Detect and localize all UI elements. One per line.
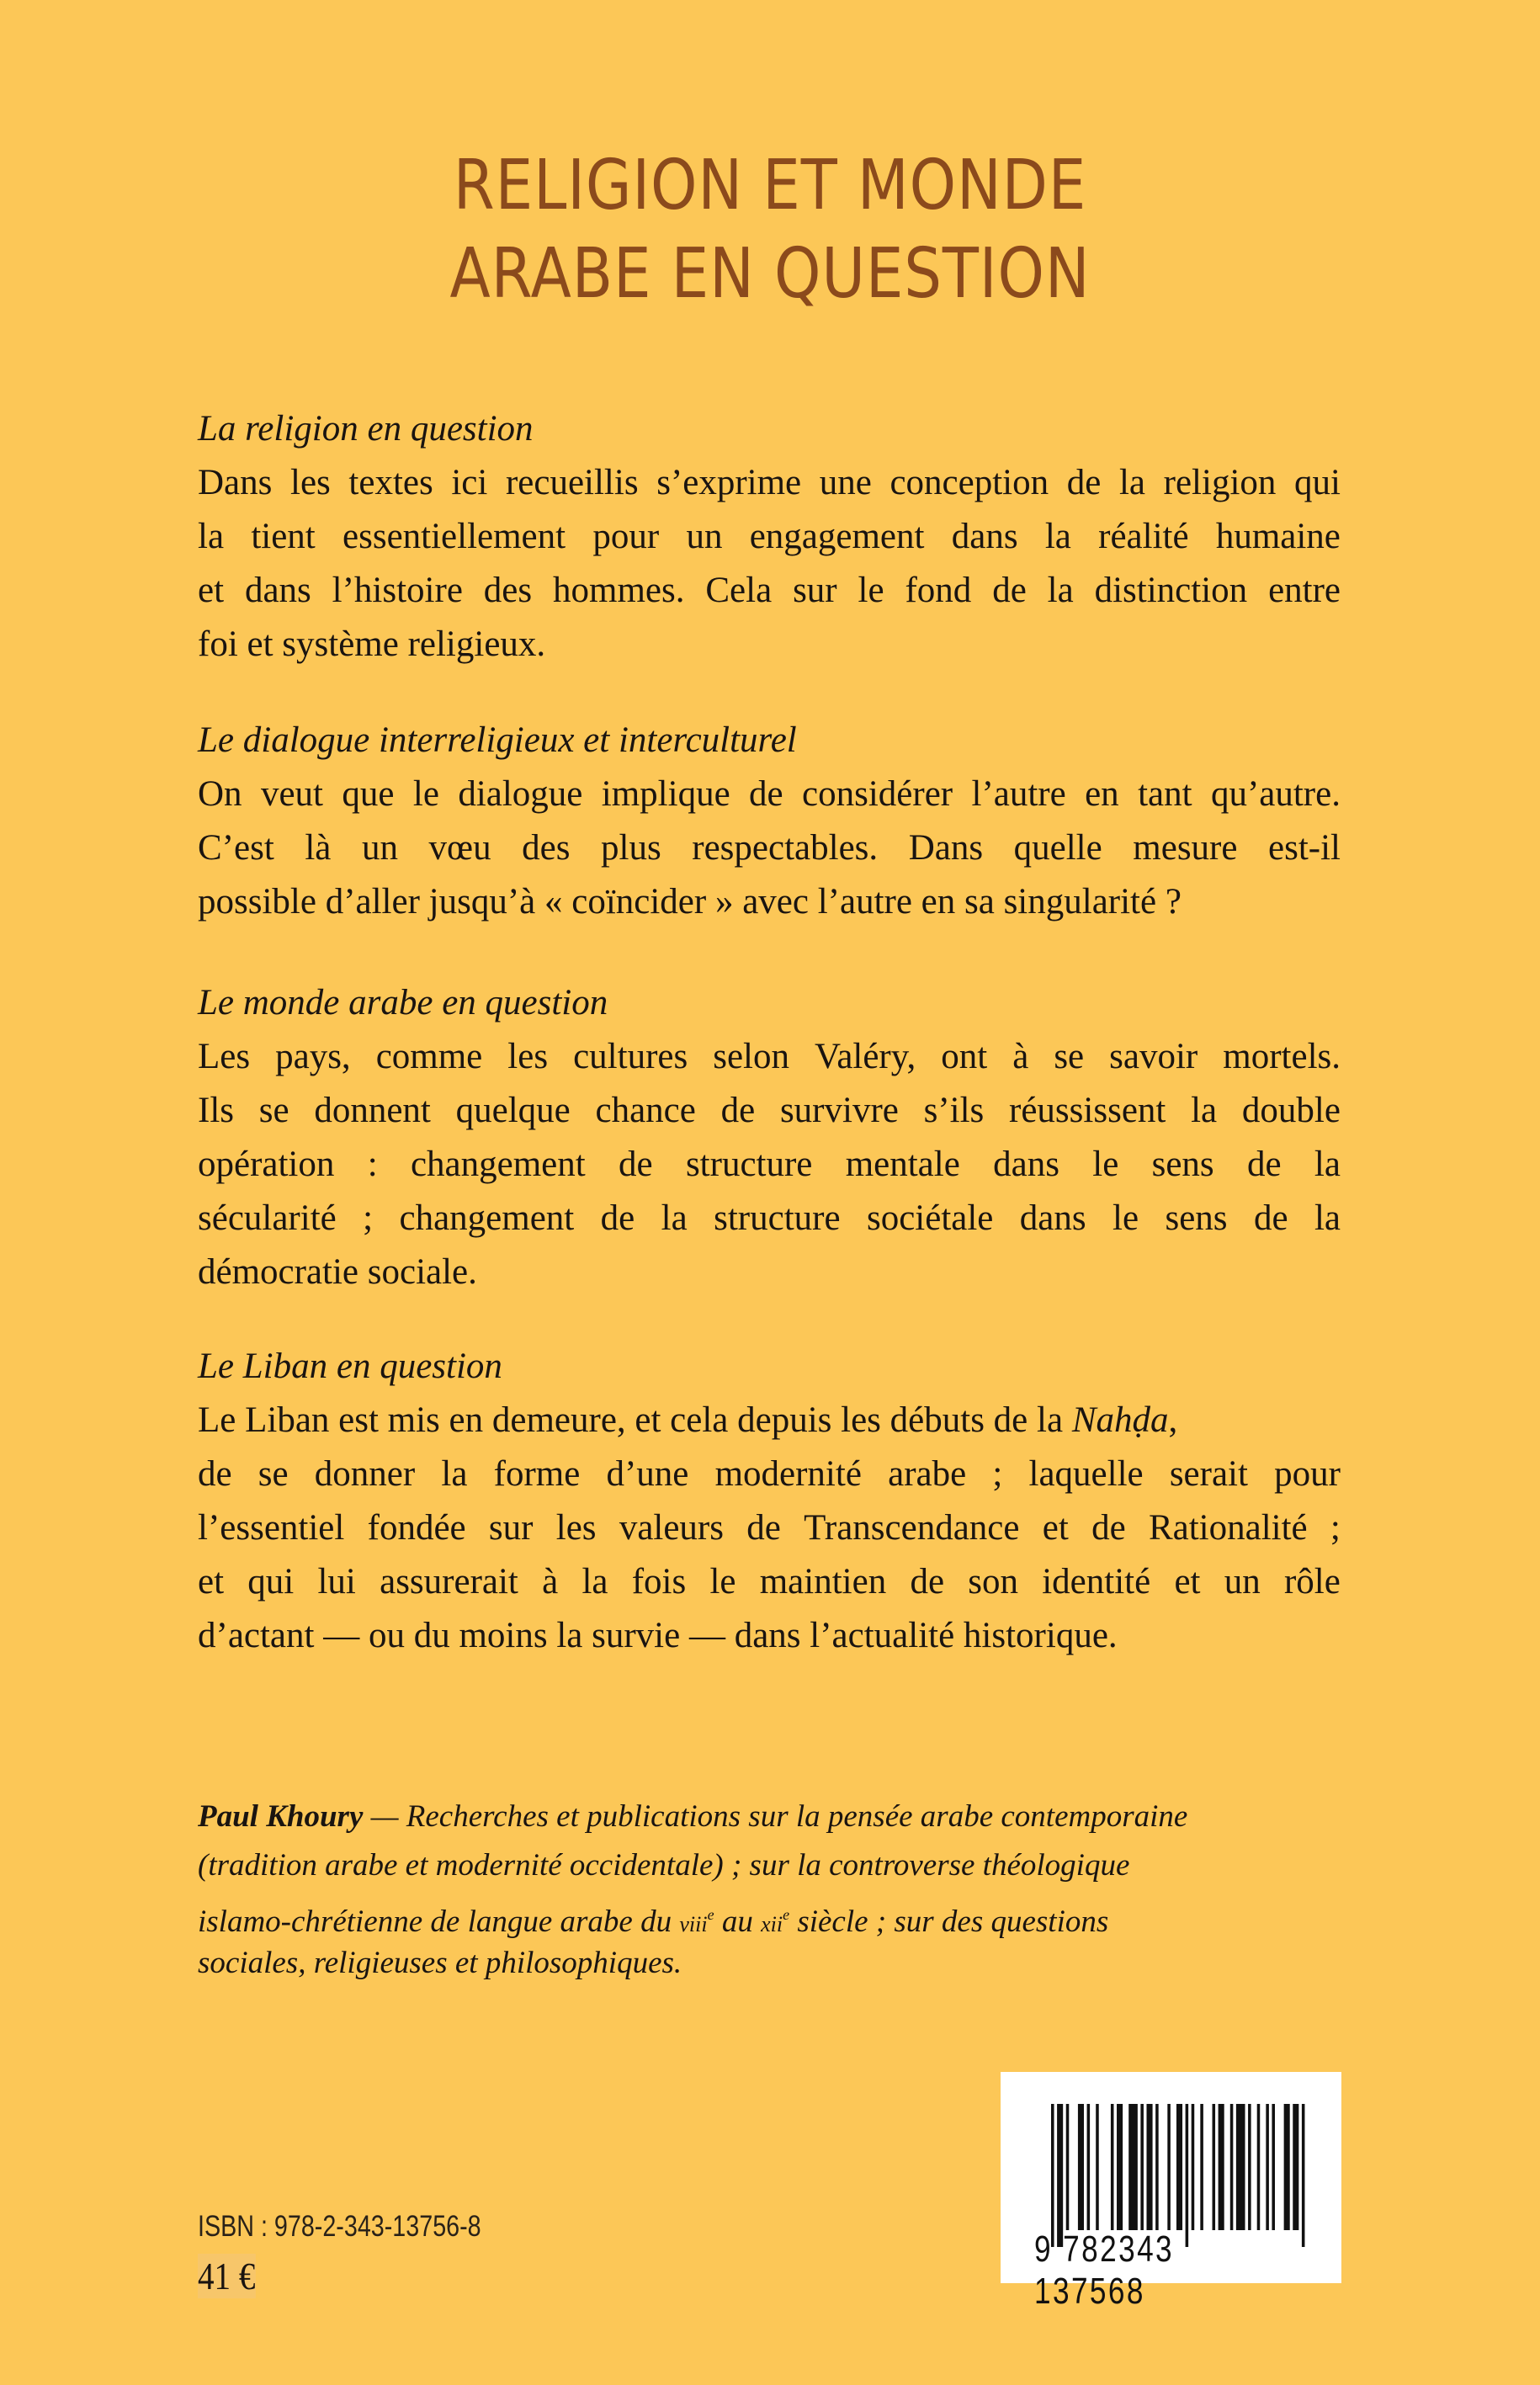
barcode-digits: 9 782343 137568 <box>1034 2228 1175 2312</box>
word: Valéry, <box>815 1037 916 1076</box>
word: dans <box>1019 1198 1086 1238</box>
word: de <box>1253 1198 1288 1238</box>
word: arabe <box>888 1454 967 1494</box>
word: qui <box>1294 463 1341 502</box>
word: de <box>749 774 783 814</box>
word: la <box>198 517 225 556</box>
author-text: sociales, religieuses et philosophiques. <box>198 1946 682 1980</box>
barcode-bar <box>1248 2104 1251 2230</box>
text-line <box>198 1138 1341 1192</box>
price: 41 € <box>198 2255 256 2297</box>
word: la <box>581 1562 608 1602</box>
barcode-bar <box>1128 2104 1138 2230</box>
word: maintien <box>759 1562 887 1602</box>
book-title-line-2: ARABE EN QUESTION <box>449 234 1091 314</box>
word: qu’autre. <box>1210 774 1341 814</box>
word: mortels. <box>1223 1037 1341 1076</box>
author-name: Paul Khoury <box>198 1799 364 1834</box>
author-text: islamo-chrétienne de langue arabe du <box>198 1904 680 1939</box>
word: humaine <box>1215 517 1341 556</box>
word: à <box>1012 1037 1029 1076</box>
word: opération <box>198 1145 335 1184</box>
word: double <box>1241 1091 1341 1130</box>
word: valeurs <box>619 1508 724 1548</box>
word: sens <box>1165 1198 1228 1238</box>
word: Ils <box>198 1091 234 1130</box>
word: ; <box>992 1454 1003 1494</box>
barcode-bar <box>1167 2104 1171 2230</box>
text: foi et système religieux. <box>198 624 546 664</box>
word: de <box>1066 463 1102 502</box>
word: d’une <box>606 1454 689 1494</box>
word: distinction <box>1094 571 1248 610</box>
word: ont <box>941 1037 988 1076</box>
text-line <box>198 618 1341 672</box>
word: une <box>819 463 872 502</box>
italic-term: Nahḍa <box>1071 1400 1169 1440</box>
word: qui <box>247 1562 295 1602</box>
word: fondée <box>367 1508 466 1548</box>
text-line <box>198 875 1341 929</box>
word: les <box>290 463 331 502</box>
word: Cela <box>705 571 773 610</box>
author-text: au <box>714 1904 762 1939</box>
text-line <box>198 1394 1341 1447</box>
word: Dans <box>908 828 984 868</box>
word: Transcendance <box>804 1508 1020 1548</box>
word: dans <box>993 1145 1059 1184</box>
barcode-bar <box>1117 2104 1123 2230</box>
word: cultures <box>573 1037 688 1076</box>
author-bio <box>198 1793 1341 1988</box>
word: son <box>968 1562 1018 1602</box>
word: réalité <box>1098 517 1189 556</box>
word: pour <box>592 517 660 556</box>
barcode-bar <box>1066 2104 1070 2230</box>
author-line <box>198 1793 1341 1841</box>
word: comme <box>375 1037 483 1076</box>
word: recueillis <box>505 463 639 502</box>
text-line <box>198 1501 1341 1555</box>
text-line <box>198 1609 1341 1663</box>
isbn: ISBN : 978-2-343-13756-8 <box>198 2210 481 2243</box>
barcode <box>1001 2072 1341 2312</box>
word: hommes. <box>553 571 685 610</box>
author-line <box>198 1841 1341 1890</box>
word: tient <box>251 517 316 556</box>
word: la <box>661 1198 688 1238</box>
word: de <box>992 571 1027 610</box>
word: de <box>746 1508 781 1548</box>
word: se <box>1054 1037 1085 1076</box>
barcode-bar <box>1078 2104 1084 2230</box>
word: l’essentiel <box>198 1508 345 1548</box>
barcode-bar <box>1087 2104 1091 2230</box>
author-line <box>198 1939 1341 1988</box>
barcode-bar <box>1051 2104 1054 2247</box>
word: sécularité <box>198 1198 337 1238</box>
word: engagement <box>749 517 925 556</box>
barcode-bar <box>1096 2104 1099 2230</box>
word: selon <box>713 1037 790 1076</box>
book-title-line-1: RELIGION ET MONDE <box>453 146 1087 226</box>
word: ici <box>451 463 488 502</box>
word: textes <box>348 463 433 502</box>
word: essentiellement <box>343 517 566 556</box>
word: de <box>198 1454 232 1494</box>
word: pays, <box>275 1037 351 1076</box>
century-sup: e <box>783 1906 790 1923</box>
word: et <box>198 571 225 610</box>
text-line <box>198 510 1341 564</box>
text-line <box>198 1447 1341 1501</box>
section-0 <box>198 402 1341 672</box>
word: s’ils <box>923 1091 985 1130</box>
word: donner <box>314 1454 416 1494</box>
word: réussissent <box>1009 1091 1166 1130</box>
barcode-bar <box>1192 2104 1195 2230</box>
text-line <box>198 564 1341 618</box>
barcode-bar <box>1140 2104 1144 2230</box>
word: modernité <box>714 1454 862 1494</box>
word: est-il <box>1268 828 1341 868</box>
word: la <box>441 1454 468 1494</box>
century-sup: e <box>707 1906 714 1923</box>
word: forme <box>493 1454 581 1494</box>
word: savoir <box>1109 1037 1198 1076</box>
barcode-bar <box>1155 2104 1159 2230</box>
word: s’exprime <box>656 463 802 502</box>
section-1 <box>198 714 1341 929</box>
word: entre <box>1268 571 1341 610</box>
word: les <box>555 1508 597 1548</box>
word: Les <box>198 1037 251 1076</box>
text-line <box>198 768 1341 821</box>
barcode-bar <box>1219 2104 1224 2230</box>
century: xii <box>761 1912 783 1936</box>
word: à <box>542 1562 559 1602</box>
barcode-bar <box>1176 2104 1182 2230</box>
word: Rationalité <box>1148 1508 1308 1548</box>
word: mentale <box>845 1145 960 1184</box>
word: changement <box>399 1198 575 1238</box>
word: la <box>1191 1091 1218 1130</box>
word: quelle <box>1013 828 1102 868</box>
word: ; <box>363 1198 374 1238</box>
section-heading: Le Liban en question <box>198 1347 502 1386</box>
text-line <box>198 456 1341 510</box>
word: de <box>910 1562 945 1602</box>
word: de <box>1246 1145 1282 1184</box>
word: dialogue <box>458 774 583 814</box>
word: un <box>686 517 723 556</box>
word: la <box>1314 1198 1341 1238</box>
word: des <box>483 571 533 610</box>
barcode-bar <box>1186 2104 1189 2247</box>
word: se <box>258 1091 289 1130</box>
century: viii <box>679 1912 708 1936</box>
barcode-bar <box>1293 2104 1298 2230</box>
word: sens <box>1151 1145 1214 1184</box>
text-line <box>198 1192 1341 1246</box>
word: l’autre <box>971 774 1066 814</box>
word: de <box>1091 1508 1126 1548</box>
barcode-bar <box>1057 2104 1063 2247</box>
word: sur <box>488 1508 534 1548</box>
word: le <box>858 571 884 610</box>
word: pour <box>1274 1454 1341 1494</box>
word: fond <box>905 571 972 610</box>
word: laquelle <box>1028 1454 1144 1494</box>
word: un <box>361 828 398 868</box>
word: mesure <box>1133 828 1238 868</box>
word: que <box>342 774 395 814</box>
word: le <box>1113 1198 1139 1238</box>
word: et <box>198 1562 225 1602</box>
word: dans <box>244 571 311 610</box>
author-line <box>198 1890 1341 1939</box>
text-line <box>198 1084 1341 1138</box>
word: l’histoire <box>332 571 463 610</box>
text: , <box>1168 1400 1178 1440</box>
text-line <box>198 1030 1341 1084</box>
section-heading: La religion en question <box>198 409 534 449</box>
word: de <box>619 1145 653 1184</box>
word: de <box>720 1091 756 1130</box>
text: possible d’aller jusqu’à « coïncider » avec l’autre en sa singularité ? <box>198 882 1182 922</box>
word: changement <box>410 1145 586 1184</box>
barcode-bar <box>1236 2104 1245 2230</box>
word: lui <box>317 1562 356 1602</box>
author-text: — Recherches et publications sur la pensée arabe contemporaine <box>363 1799 1188 1834</box>
section-2 <box>198 976 1341 1299</box>
word: le <box>1092 1145 1119 1184</box>
word: et <box>1042 1508 1069 1548</box>
word: conception <box>889 463 1049 502</box>
word: structure <box>714 1198 841 1238</box>
text: Le Liban est mis en demeure, et cela depuis les débuts de la <box>198 1400 1072 1440</box>
word: quelque <box>455 1091 571 1130</box>
word: là <box>305 828 332 868</box>
word: chance <box>595 1091 696 1130</box>
word: la <box>1314 1145 1341 1184</box>
word: la <box>1118 463 1146 502</box>
word: la <box>1044 517 1071 556</box>
section-heading: Le dialogue interreligieux et interculturel <box>198 720 797 760</box>
word: religion <box>1163 463 1277 502</box>
word: la <box>1047 571 1074 610</box>
word: serait <box>1169 1454 1248 1494</box>
barcode-bar <box>1213 2104 1216 2230</box>
barcode-bar <box>1272 2104 1275 2230</box>
word: de <box>600 1198 635 1238</box>
word: tant <box>1138 774 1192 814</box>
text: démocratie sociale. <box>198 1252 477 1292</box>
text-line <box>198 1246 1341 1299</box>
word: sur <box>793 571 837 610</box>
barcode-bar <box>1266 2104 1269 2230</box>
section-3 <box>198 1340 1341 1663</box>
text-line <box>198 1555 1341 1609</box>
barcode-bar <box>1200 2104 1203 2230</box>
barcode-bar <box>1146 2104 1152 2230</box>
barcode-bar <box>1111 2104 1114 2230</box>
word: : <box>367 1145 378 1184</box>
word: C’est <box>198 828 274 868</box>
author-text: siècle ; sur des questions <box>789 1904 1109 1939</box>
word: identité <box>1042 1562 1151 1602</box>
word: plus <box>601 828 661 868</box>
word: un <box>1224 1562 1261 1602</box>
word: le <box>709 1562 736 1602</box>
word: en <box>1085 774 1119 814</box>
text: d’actant — ou du moins la survie — dans l’actualité historique. <box>198 1616 1118 1655</box>
word: rôle <box>1283 1562 1341 1602</box>
word: structure <box>685 1145 813 1184</box>
word: vœu <box>428 828 491 868</box>
word: se <box>258 1454 289 1494</box>
barcode-bars <box>1051 2104 1308 2247</box>
word: des <box>522 828 571 868</box>
word: Dans <box>198 463 273 502</box>
word: survivre <box>779 1091 899 1130</box>
text-line <box>198 821 1341 875</box>
word: donnent <box>314 1091 431 1130</box>
word: considérer <box>802 774 953 814</box>
word: et <box>1174 1562 1201 1602</box>
word: sociétale <box>866 1198 994 1238</box>
word: On <box>198 774 242 814</box>
word: dans <box>951 517 1018 556</box>
barcode-bar <box>1284 2104 1290 2230</box>
word: veut <box>260 774 323 814</box>
barcode-bar <box>1257 2104 1261 2230</box>
word: le <box>412 774 439 814</box>
word: respectables. <box>692 828 879 868</box>
word: assurerait <box>380 1562 518 1602</box>
section-heading: Le monde arabe en question <box>198 983 608 1023</box>
author-text: (tradition arabe et modernité occidentale) ; sur la controverse théologique <box>198 1848 1130 1883</box>
barcode-bar <box>1302 2104 1305 2247</box>
word: les <box>507 1037 549 1076</box>
word: ; <box>1330 1508 1341 1548</box>
word: fois <box>631 1562 687 1602</box>
barcode-bar <box>1230 2104 1234 2230</box>
word: implique <box>601 774 730 814</box>
